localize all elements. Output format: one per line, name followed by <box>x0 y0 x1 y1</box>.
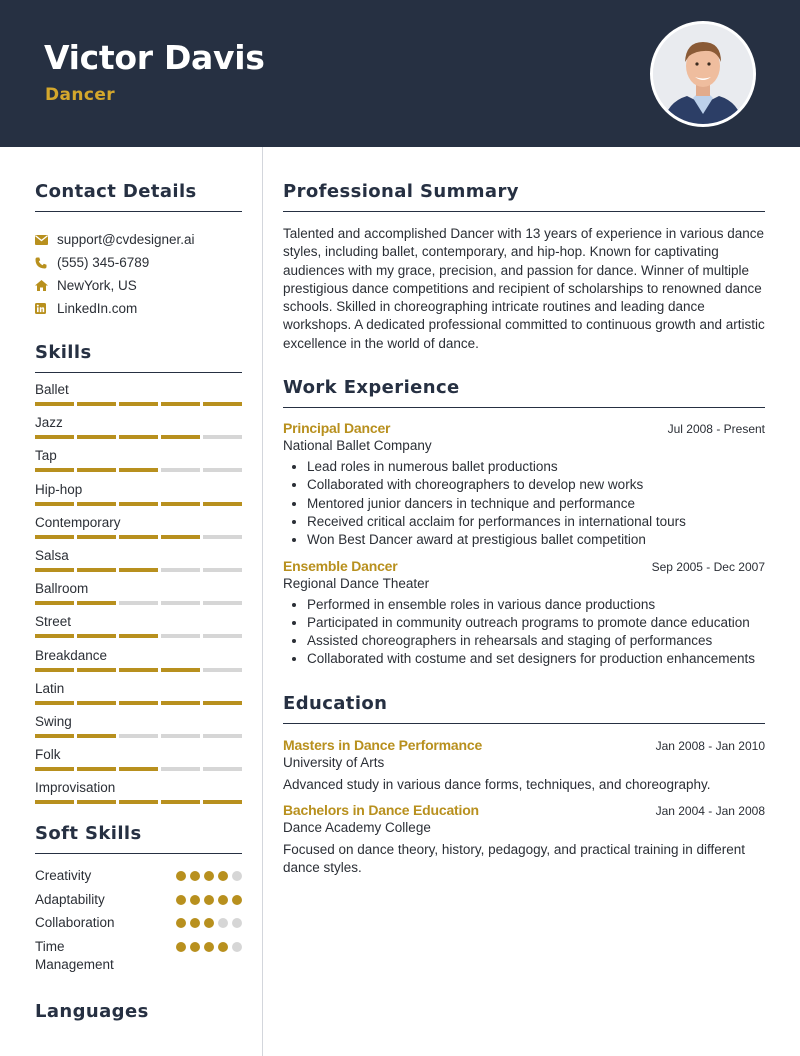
candidate-name: Victor Davis <box>44 38 265 77</box>
rating-dot <box>176 895 186 905</box>
skill-level-segment <box>203 601 242 605</box>
job-bullet: • Collaborated with choreographers to develop new works <box>307 476 765 494</box>
skill-name: Tap <box>35 448 57 464</box>
skill-level-segment <box>35 435 74 439</box>
skill-level-segment <box>119 634 158 638</box>
skill-level-segment <box>161 601 200 605</box>
skill-level-segment <box>77 767 116 771</box>
soft-skill-name: Adaptability <box>35 891 105 907</box>
rating-dot <box>190 918 200 928</box>
skill-level-bar <box>35 800 242 804</box>
skill-level-segment <box>203 568 242 572</box>
profile-photo <box>650 21 756 127</box>
rating-dot <box>204 871 214 881</box>
skill-name: Street <box>35 614 72 630</box>
skill-level-segment <box>119 402 158 406</box>
rating-dot <box>176 918 186 928</box>
skill-item <box>35 377 242 410</box>
skill-level-bar <box>35 601 242 605</box>
skill-level-segment <box>119 535 158 539</box>
skill-level-segment <box>203 535 242 539</box>
skill-level-bar <box>35 701 242 705</box>
rating-dot <box>232 942 242 952</box>
rating-dot <box>218 942 228 952</box>
skill-level-segment <box>119 435 158 439</box>
sidebar <box>35 147 242 1031</box>
rating-dot <box>232 871 242 881</box>
job-bullet: • Participated in community outreach programs to promote dance education <box>307 614 765 632</box>
job-company: National Ballet Company <box>283 438 432 454</box>
skill-level-segment <box>35 568 74 572</box>
skill-item <box>35 643 242 676</box>
contact-location <box>35 274 242 297</box>
education-heading: Education <box>283 693 765 724</box>
skill-level-bar <box>35 734 242 738</box>
contact-phone-text: (555) 345-6789 <box>57 255 150 270</box>
education-header <box>283 802 765 818</box>
skill-level-segment <box>203 734 242 738</box>
skill-level-segment <box>161 435 200 439</box>
job-company: Regional Dance Theater <box>283 575 430 591</box>
skill-level-bar <box>35 668 242 672</box>
education-header <box>283 737 765 753</box>
job-bullet: • Mentored junior dancers in technique and performance <box>307 495 765 513</box>
job-header <box>283 420 765 436</box>
skill-item <box>35 477 242 510</box>
job-bullet: • Received critical acclaim for performances in international tours <box>307 513 765 531</box>
skill-item <box>35 576 242 609</box>
skill-level-segment <box>77 701 116 705</box>
skill-level-segment <box>119 701 158 705</box>
soft-skill-rating <box>176 938 242 952</box>
contact-section <box>35 181 242 320</box>
skill-level-segment <box>35 701 74 705</box>
skill-name: Breakdance <box>35 647 108 663</box>
languages-heading: Languages <box>35 1000 149 1022</box>
skill-level-segment <box>161 502 200 506</box>
skill-level-segment <box>203 468 242 472</box>
skill-level-segment <box>77 568 116 572</box>
rating-dot <box>218 918 228 928</box>
skill-level-segment <box>119 568 158 572</box>
contact-linkedin-text: LinkedIn.com <box>57 301 138 316</box>
job-title: Principal Dancer <box>283 420 391 437</box>
contact-linkedin[interactable] <box>35 297 242 320</box>
skill-name: Improvisation <box>35 780 116 796</box>
skill-level-segment <box>77 535 116 539</box>
job-bullet: • Lead roles in numerous ballet productions <box>307 458 765 476</box>
skill-level-segment <box>161 402 200 406</box>
rating-dot <box>204 895 214 905</box>
skill-level-segment <box>203 502 242 506</box>
summary-heading: Professional Summary <box>283 181 765 212</box>
main-column <box>283 147 765 878</box>
skill-level-segment <box>77 668 116 672</box>
rating-dot <box>218 871 228 881</box>
skill-level-bar <box>35 568 242 572</box>
skill-level-segment <box>77 634 116 638</box>
skill-level-segment <box>35 601 74 605</box>
skill-level-segment <box>119 601 158 605</box>
skill-level-segment <box>35 800 74 804</box>
languages-section <box>35 1001 242 1031</box>
skill-level-segment <box>119 767 158 771</box>
skill-level-segment <box>77 468 116 472</box>
skill-level-segment <box>119 468 158 472</box>
skill-level-bar <box>35 435 242 439</box>
skill-level-segment <box>203 701 242 705</box>
skill-level-segment <box>161 734 200 738</box>
skill-level-segment <box>35 535 74 539</box>
skill-level-segment <box>119 734 158 738</box>
education-section <box>283 693 765 878</box>
skills-section <box>35 342 242 808</box>
job-title: Ensemble Dancer <box>283 557 398 574</box>
rating-dot <box>232 895 242 905</box>
soft-skill-rating <box>176 891 242 905</box>
skill-level-segment <box>161 535 200 539</box>
experience-heading: Work Experience <box>283 377 765 408</box>
skill-level-segment <box>161 568 200 572</box>
skill-level-segment <box>203 800 242 804</box>
skill-name: Folk <box>35 747 61 763</box>
contact-location-text: NewYork, US <box>57 278 137 293</box>
degree-title: Masters in Dance Performance <box>283 736 483 753</box>
soft-skill-item <box>35 867 242 885</box>
rating-dot <box>176 942 186 952</box>
skill-name: Salsa <box>35 547 69 563</box>
education-dates: Jan 2008 - Jan 2010 <box>655 738 765 753</box>
soft-skills-heading: Soft Skills <box>35 823 242 854</box>
education-description: Focused on dance theory, history, pedagogy, and practical training in different dance styles. <box>283 842 746 876</box>
soft-skill-item <box>35 914 242 932</box>
skill-level-segment <box>203 435 242 439</box>
job-bullet: • Assisted choreographers in rehearsals and staging of performances <box>307 632 765 650</box>
skill-item <box>35 443 242 476</box>
soft-skill-name: Time Management <box>35 938 114 972</box>
skill-item <box>35 676 242 709</box>
skill-level-segment <box>203 767 242 771</box>
soft-skill-name: Creativity <box>35 868 92 884</box>
skill-level-segment <box>77 800 116 804</box>
rating-dot <box>190 942 200 952</box>
phone-icon <box>35 257 57 269</box>
education-list <box>283 737 765 878</box>
job-bullet: • Collaborated with costume and set designers for production enhancements <box>307 650 765 668</box>
skill-level-segment <box>77 502 116 506</box>
skills-heading: Skills <box>35 342 242 373</box>
rating-dot <box>190 871 200 881</box>
job-bullets <box>283 458 765 549</box>
skill-name: Contemporary <box>35 514 121 530</box>
soft-skills-list <box>35 867 242 974</box>
skill-level-segment <box>35 734 74 738</box>
skill-level-segment <box>35 634 74 638</box>
degree-title: Bachelors in Dance Education <box>283 802 479 819</box>
experience-list <box>283 420 765 669</box>
skill-level-segment <box>35 668 74 672</box>
skill-level-segment <box>77 734 116 738</box>
skills-list <box>35 377 242 808</box>
skill-level-segment <box>161 767 200 771</box>
contact-heading: Contact Details <box>35 181 242 212</box>
skill-item <box>35 609 242 642</box>
skill-level-segment <box>77 601 116 605</box>
soft-skill-rating <box>176 867 242 881</box>
soft-skill-item <box>35 891 242 909</box>
soft-skills-section <box>35 823 242 974</box>
skill-name: Ballet <box>35 382 69 397</box>
rating-dot <box>218 895 228 905</box>
contact-phone[interactable] <box>35 251 242 274</box>
skill-level-bar <box>35 767 242 771</box>
skill-name: Jazz <box>35 415 63 431</box>
institution-name: University of Arts <box>283 754 385 770</box>
rating-dot <box>204 918 214 928</box>
contact-email[interactable] <box>35 228 242 251</box>
envelope-icon <box>35 235 57 245</box>
experience-section <box>283 377 765 669</box>
skill-item <box>35 543 242 576</box>
skill-level-segment <box>119 502 158 506</box>
rating-dot <box>176 871 186 881</box>
soft-skill-rating <box>176 914 242 928</box>
skill-level-segment <box>203 402 242 406</box>
summary-text: Talented and accomplished Dancer with 13 years of experience in various dance styles, including ballet, contemporary, and hip-hop. Known for captivating audiences with my grace, precision, and passion for dance. Winner of multiple prestigious dance competitions and recipient of scholarships to renowned dance schools. Skilled in choreographing intricate routines and leading dance workshops. A dedicated professional committed to continuous growth and artistic excellence in the world of dance. <box>283 226 765 351</box>
rating-dot <box>232 918 242 928</box>
skill-name: Ballroom <box>35 581 89 597</box>
job-bullet: • Performed in ensemble roles in various dance productions <box>307 596 765 614</box>
job-entry <box>283 558 765 669</box>
contact-email-text: support@cvdesigner.ai <box>57 232 195 247</box>
skill-item <box>35 410 242 443</box>
portrait-illustration <box>653 24 753 124</box>
home-icon <box>35 280 57 291</box>
skill-level-bar <box>35 468 242 472</box>
skill-name: Latin <box>35 680 65 696</box>
summary-section <box>283 181 765 353</box>
education-description: Advanced study in various dance forms, techniques, and choreography. <box>283 776 711 792</box>
rating-dot <box>204 942 214 952</box>
resume-header <box>0 0 800 147</box>
skill-item <box>35 742 242 775</box>
skill-level-segment <box>35 468 74 472</box>
skill-level-segment <box>161 468 200 472</box>
skill-level-segment <box>119 668 158 672</box>
skill-item <box>35 510 242 543</box>
education-entry <box>283 802 765 878</box>
skill-level-segment <box>119 800 158 804</box>
rating-dot <box>190 895 200 905</box>
skill-level-bar <box>35 634 242 638</box>
skill-level-segment <box>161 668 200 672</box>
job-entry <box>283 420 765 549</box>
skill-level-segment <box>77 402 116 406</box>
skill-level-segment <box>161 701 200 705</box>
education-dates: Jan 2004 - Jan 2008 <box>655 804 765 819</box>
skill-level-bar <box>35 535 242 539</box>
soft-skill-item <box>35 938 242 974</box>
skill-level-segment <box>35 402 74 406</box>
skill-name: Swing <box>35 713 72 729</box>
soft-skill-name: Collaboration <box>35 915 115 931</box>
job-bullets <box>283 596 765 669</box>
institution-name: Dance Academy College <box>283 820 431 836</box>
skill-level-bar <box>35 502 242 506</box>
education-entry <box>283 737 765 794</box>
skill-item <box>35 775 242 808</box>
job-dates: Sep 2005 - Dec 2007 <box>651 559 765 574</box>
column-divider <box>262 147 263 1056</box>
candidate-title: Dancer <box>45 85 116 105</box>
skill-level-segment <box>161 634 200 638</box>
job-dates: Jul 2008 - Present <box>667 422 765 437</box>
job-bullet: • Won Best Dancer award at prestigious ballet competition <box>307 531 765 549</box>
job-header <box>283 558 765 574</box>
skill-level-segment <box>35 767 74 771</box>
skill-level-segment <box>77 435 116 439</box>
skill-level-bar <box>35 402 242 406</box>
skill-level-segment <box>35 502 74 506</box>
linkedin-icon <box>35 303 57 314</box>
skill-level-segment <box>203 634 242 638</box>
skill-level-segment <box>203 668 242 672</box>
skill-name: Hip-hop <box>35 481 83 497</box>
skill-item <box>35 709 242 742</box>
skill-level-segment <box>161 800 200 804</box>
